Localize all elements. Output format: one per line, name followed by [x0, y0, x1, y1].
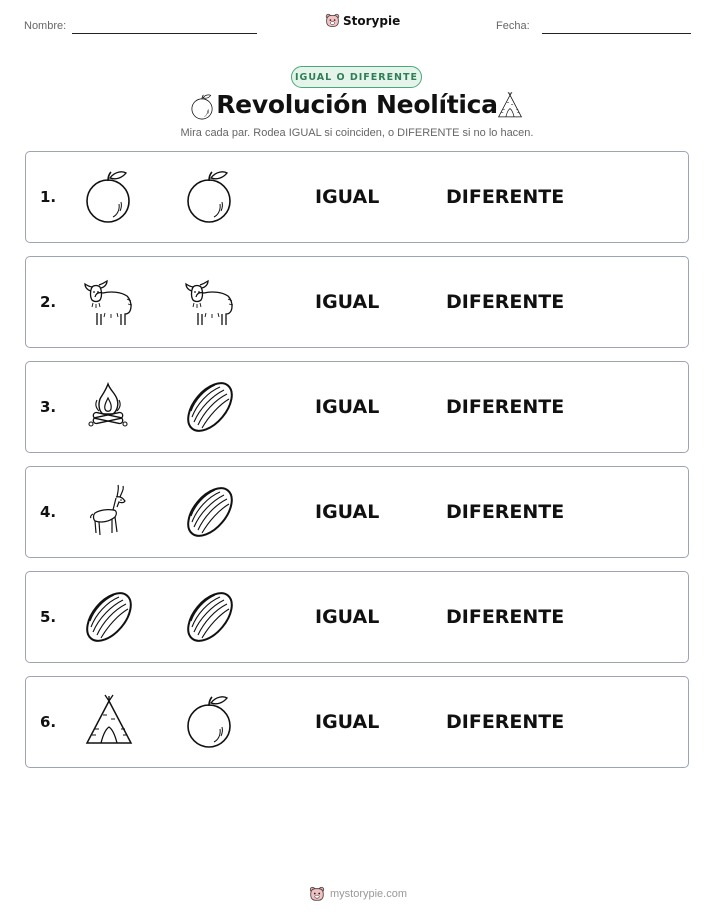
igual-option[interactable]: IGUAL — [315, 186, 380, 208]
question-number: 6. — [40, 713, 57, 731]
bear-icon — [309, 886, 325, 902]
tent-icon — [81, 693, 137, 751]
diferente-option[interactable]: DIFERENTE — [446, 396, 565, 418]
seed-icon — [182, 378, 238, 436]
igual-option[interactable]: IGUAL — [315, 711, 380, 733]
question-number: 3. — [40, 398, 57, 416]
instructions: Mira cada par. Rodea IGUAL si coinciden, o DIFERENTE si no lo hacen. — [180, 127, 534, 139]
seed-icon — [182, 483, 238, 541]
footer-url[interactable]: mystorypie.com — [330, 888, 408, 900]
brand-logo — [325, 13, 400, 28]
diferente-option[interactable]: DIFERENTE — [446, 501, 565, 523]
igual-option[interactable]: IGUAL — [315, 606, 380, 628]
diferente-option[interactable]: DIFERENTE — [446, 711, 565, 733]
question-row — [25, 571, 689, 663]
question-row — [25, 466, 689, 558]
apple-icon — [81, 168, 137, 226]
seed-icon — [182, 588, 238, 646]
question-number: 2. — [40, 293, 57, 311]
question-number: 5. — [40, 608, 57, 626]
name-label: Nombre: — [24, 20, 67, 32]
diferente-option[interactable]: DIFERENTE — [446, 606, 565, 628]
apple-icon — [182, 693, 238, 751]
igual-option[interactable]: IGUAL — [315, 501, 380, 523]
question-row — [25, 676, 689, 768]
activity-type-badge: IGUAL O DIFERENTE — [291, 66, 422, 88]
tent-icon — [495, 91, 525, 121]
question-row — [25, 361, 689, 453]
brand-name: Storypie — [343, 13, 401, 28]
date-line[interactable] — [542, 33, 691, 34]
diferente-option[interactable]: DIFERENTE — [446, 291, 565, 313]
name-line[interactable] — [72, 33, 257, 34]
question-number: 1. — [40, 188, 57, 206]
igual-option[interactable]: IGUAL — [315, 291, 380, 313]
seed-icon — [81, 588, 137, 646]
question-number: 4. — [40, 503, 57, 521]
date-label: Fecha: — [496, 20, 530, 32]
question-row — [25, 151, 689, 243]
diferente-option[interactable]: DIFERENTE — [446, 186, 565, 208]
campfire-icon — [81, 378, 137, 436]
bear-icon — [325, 13, 340, 28]
gazelle-icon — [81, 483, 137, 541]
question-row — [25, 256, 689, 348]
yak-icon — [81, 273, 137, 331]
yak-icon — [182, 273, 238, 331]
apple-icon — [182, 168, 238, 226]
igual-option[interactable]: IGUAL — [315, 396, 380, 418]
footer — [309, 886, 407, 902]
page-title: Revolución Neolítica — [216, 90, 498, 119]
